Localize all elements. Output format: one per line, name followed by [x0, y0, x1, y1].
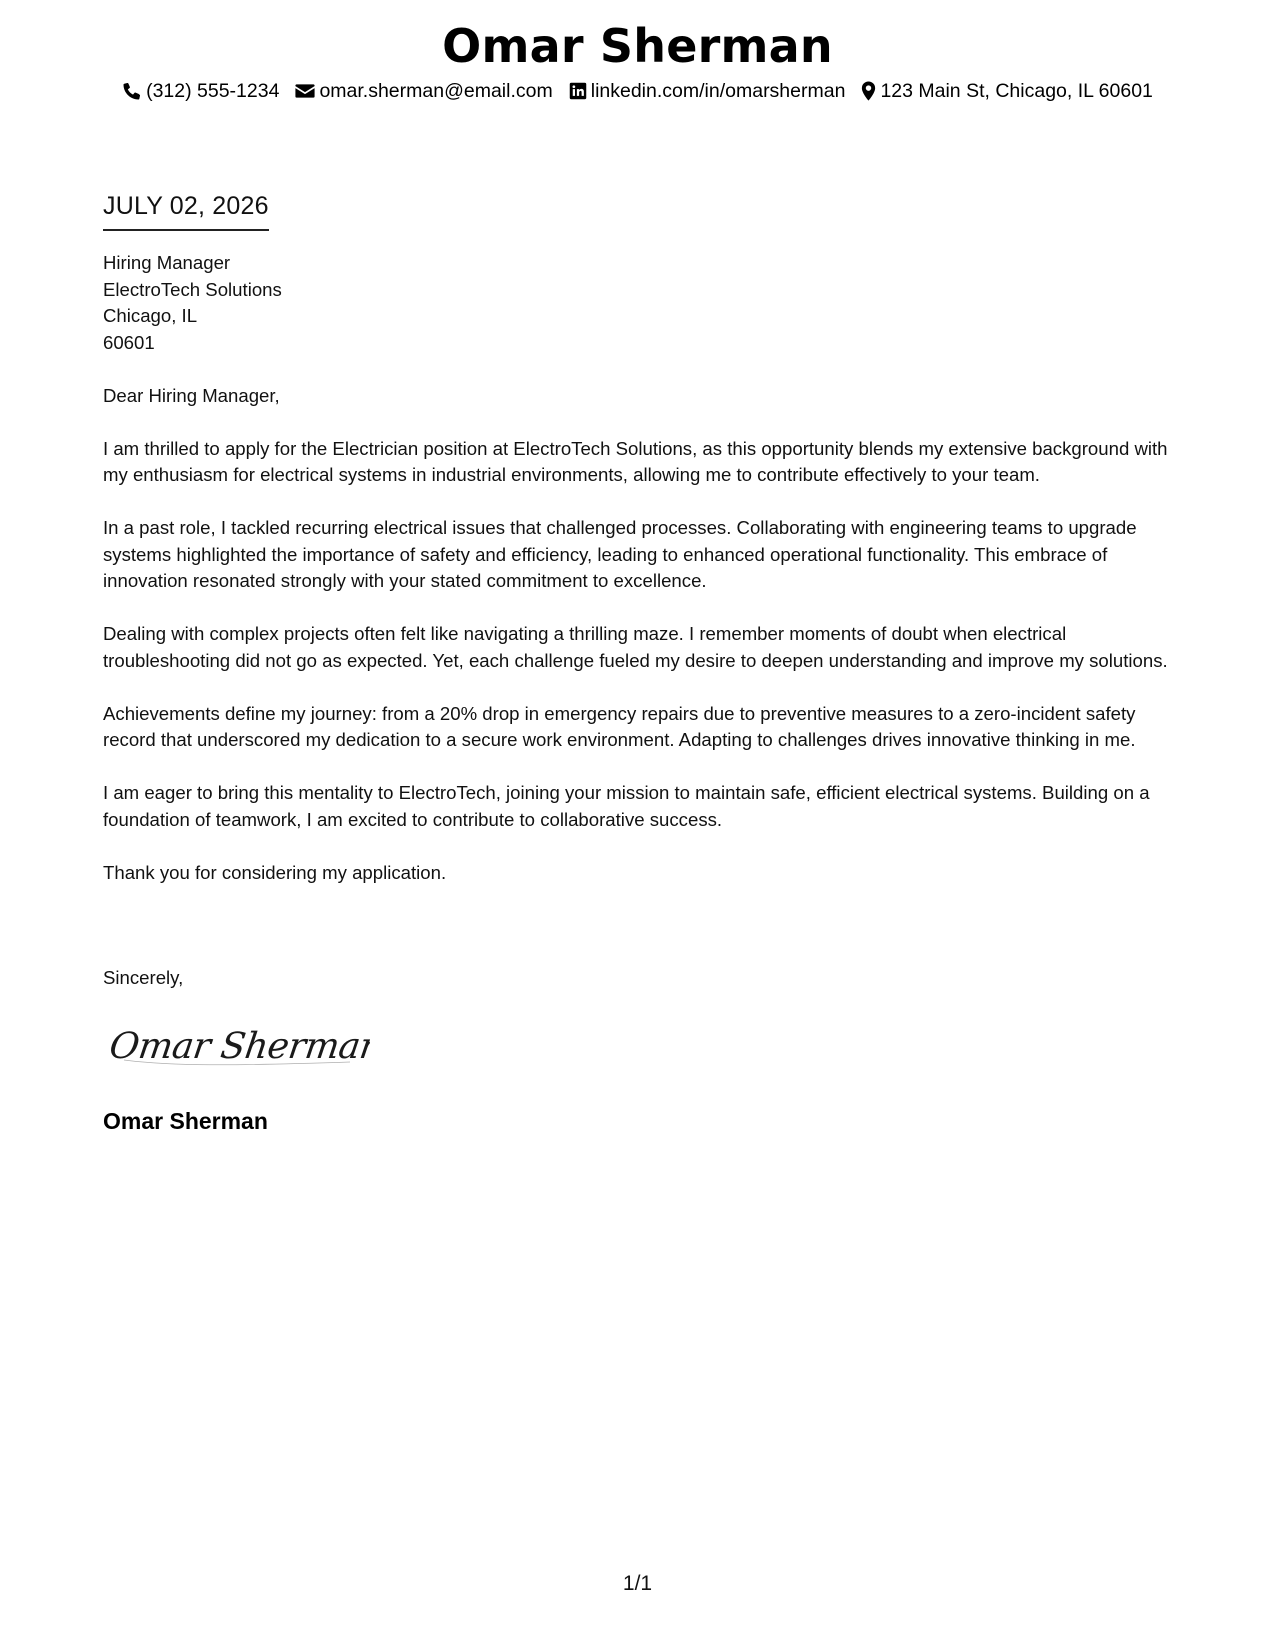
street-address: 123 Main St, Chicago, IL 60601 [880, 80, 1153, 102]
svg-text:Omar Sherman: Omar Sherman [110, 1024, 370, 1067]
map-pin-icon [861, 81, 876, 101]
paragraph-intro: I am thrilled to apply for the Electrician position at ElectroTech Solutions, as this opportunity blends my extensive background with my enthusiasm for electrical systems in industrial environments, allowing me to contribute effectively to your team. [103, 437, 1168, 485]
recipient-company: ElectroTech Solutions [103, 278, 282, 300]
salutation: Dear Hiring Manager, [103, 384, 280, 406]
handwritten-signature [110, 1016, 370, 1074]
paragraph-challenges: Dealing with complex projects often felt like navigating a thrilling maze. I remember moments of doubt when electrical troubleshooting did not go as expected. Yet, each challenge fueled my desire to deepen understanding and improve my solutions. [103, 623, 1168, 671]
phone-icon [122, 81, 142, 101]
signer-name: Omar Sherman [103, 1108, 268, 1134]
linkedin-url: linkedin.com/in/omarsherman [590, 80, 846, 102]
letter-body [103, 250, 1183, 886]
contact-linkedin [569, 78, 846, 104]
contact-info-row [0, 78, 1275, 104]
applicant-name-heading: Omar Sherman [442, 19, 833, 73]
email-address: omar.sherman@email.com [319, 80, 553, 102]
paragraph-thanks: Thank you for considering my application. [103, 861, 447, 883]
recipient-zip: 60601 [103, 331, 155, 353]
letter-date: JULY 02, 2026 [103, 190, 269, 231]
closing-phrase: Sincerely, [103, 967, 184, 988]
contact-address [861, 78, 1152, 104]
linkedin-icon [569, 82, 587, 100]
recipient-title: Hiring Manager [103, 252, 231, 273]
recipient-city: Chicago, IL [103, 305, 198, 326]
page-number: 1/1 [622, 1572, 653, 1595]
paragraph-achievements: Achievements define my journey: from a 20% drop in emergency repairs due to preventive measures to a zero-incident safety record that underscored my dedication to a secure work environment. Adapting to challenges drives innovative thinking in me. [103, 702, 1136, 750]
contact-phone [122, 78, 279, 104]
envelope-icon [295, 82, 315, 100]
phone-number: (312) 555-1234 [146, 80, 280, 102]
paragraph-motivation: I am eager to bring this mentality to ElectroTech, joining your mission to maintain safe, efficient electrical systems. Building on a foundation of teamwork, I am excited to contribute to collaborative success. [103, 782, 1150, 830]
paragraph-experience: In a past role, I tackled recurring electrical issues that challenged processes. Collaborating with engineering teams to upgrade systems highlighted the importance of safety and efficiency, leading to enhanced operational functionality. This embrace of innovation resonated strongly with your stated commitment to excellence. [103, 517, 1137, 591]
contact-email [295, 78, 552, 104]
